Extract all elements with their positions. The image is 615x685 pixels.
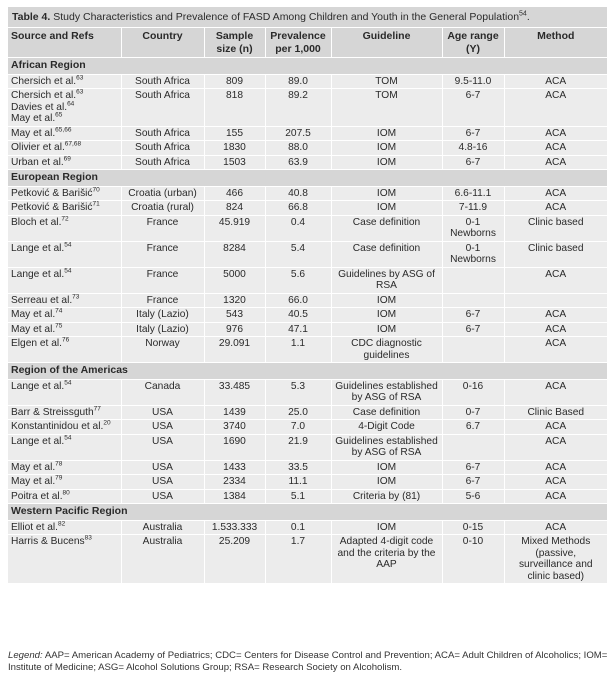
cell-source xyxy=(8,155,121,170)
cell-method: ACA xyxy=(504,308,607,323)
source-ref: 76 xyxy=(61,336,70,344)
cell-prevalence: 89.0 xyxy=(265,74,331,89)
cell-sample: 1830 xyxy=(204,141,265,156)
region-name: African Region xyxy=(8,58,607,75)
source-ref: 83 xyxy=(84,534,92,542)
cell-sample: 29.091 xyxy=(204,337,265,363)
legend-label: Legend: xyxy=(8,650,43,661)
cell-guideline: IOM xyxy=(331,322,442,337)
source-name: Petković & Barišić xyxy=(11,187,93,199)
table-row xyxy=(8,337,607,363)
cell-prevalence: 1.7 xyxy=(265,535,331,584)
cell-guideline: CDC diagnostic guidelines xyxy=(331,337,442,363)
source-ref: 64 xyxy=(67,100,75,108)
source-name: Davies et al. xyxy=(11,101,68,113)
cell-country: South Africa xyxy=(121,141,204,156)
cell-age xyxy=(442,267,504,293)
cell-method: ACA xyxy=(504,74,607,89)
cell-age: 0-1 Newborns xyxy=(442,215,504,241)
source-ref: 74 xyxy=(55,307,63,315)
cell-prevalence: 5.6 xyxy=(265,267,331,293)
source-name: May et al. xyxy=(11,127,56,139)
source-name: Lange et al. xyxy=(11,268,65,280)
fasd-prevalence-table xyxy=(8,28,607,583)
cell-sample: 2334 xyxy=(204,475,265,490)
table-row xyxy=(8,141,607,156)
cell-prevalence: 0.1 xyxy=(265,520,331,535)
source-ref: 63 xyxy=(76,88,84,96)
cell-country: France xyxy=(121,267,204,293)
source-ref: 54 xyxy=(64,379,72,387)
cell-sample: 1433 xyxy=(204,460,265,475)
source-name: May et al. xyxy=(11,461,56,473)
table-row xyxy=(8,379,607,405)
table-row xyxy=(8,535,607,584)
cell-source xyxy=(8,141,121,156)
cell-source xyxy=(8,89,121,127)
table-row xyxy=(8,201,607,216)
table-row xyxy=(8,241,607,267)
cell-age: 9.5-11.0 xyxy=(442,74,504,89)
cell-source xyxy=(8,475,121,490)
cell-source xyxy=(8,126,121,141)
cell-source xyxy=(8,322,121,337)
caption-text: Study Characteristics and Prevalence of FASD Among Children and Youth in the General Population xyxy=(50,11,520,23)
source-ref: 67,68 xyxy=(64,140,82,148)
cell-guideline: 4-Digit Code xyxy=(331,420,442,435)
cell-country: USA xyxy=(121,434,204,460)
cell-sample: 1384 xyxy=(204,489,265,504)
cell-prevalence: 11.1 xyxy=(265,475,331,490)
source-ref: 80 xyxy=(62,489,70,497)
table-container xyxy=(8,7,607,583)
cell-prevalence: 5.3 xyxy=(265,379,331,405)
cell-prevalence: 5.1 xyxy=(265,489,331,504)
source-name: Lange et al. xyxy=(11,380,65,392)
table-caption xyxy=(8,7,607,28)
cell-prevalence: 66.0 xyxy=(265,293,331,308)
table-row xyxy=(8,489,607,504)
cell-source xyxy=(8,186,121,201)
region-row xyxy=(8,363,607,380)
source-name: Konstantinidou et al. xyxy=(11,421,104,432)
header-guideline: Guideline xyxy=(331,28,442,58)
cell-source xyxy=(8,420,121,435)
cell-country: USA xyxy=(121,475,204,490)
table-row xyxy=(8,434,607,460)
table-row xyxy=(8,420,607,435)
source-name: Chersich et al. xyxy=(11,75,77,87)
table-row xyxy=(8,520,607,535)
source-ref: 20 xyxy=(103,419,111,427)
cell-country: South Africa xyxy=(121,126,204,141)
cell-age: 6.7 xyxy=(442,420,504,435)
cell-country: France xyxy=(121,241,204,267)
cell-guideline: IOM xyxy=(331,460,442,475)
cell-age: 7-11.9 xyxy=(442,201,504,216)
table-row xyxy=(8,322,607,337)
cell-country: USA xyxy=(121,405,204,420)
source-name: Bloch et al. xyxy=(11,216,62,228)
table-row xyxy=(8,186,607,201)
legend-text: AAP= American Academy of Pediatrics; CDC= Centers for Disease Control and Prevention; ACA= Adult Children of Alcoholics; IOM= Institute of Medicine; ASG= Alcohol Solutions Group; RSA= Research Society on Alcoholism. xyxy=(8,650,608,673)
cell-sample: 824 xyxy=(204,201,265,216)
source-ref: 71 xyxy=(92,200,100,208)
cell-guideline: IOM xyxy=(331,126,442,141)
table-row xyxy=(8,74,607,89)
cell-prevalence: 25.0 xyxy=(265,405,331,420)
source-name: Urban et al. xyxy=(11,156,64,168)
table-row xyxy=(8,126,607,141)
cell-guideline: Adapted 4-digit code and the criteria by the AAP xyxy=(331,535,442,584)
cell-age xyxy=(442,293,504,308)
caption-end: . xyxy=(526,11,530,23)
source-ref: 69 xyxy=(63,155,71,163)
source-name: May et al. xyxy=(11,323,56,335)
cell-age xyxy=(442,337,504,363)
cell-sample: 809 xyxy=(204,74,265,89)
cell-method: ACA xyxy=(504,267,607,293)
cell-source xyxy=(8,489,121,504)
source-name: May et al. xyxy=(11,113,56,124)
cell-sample: 8284 xyxy=(204,241,265,267)
cell-guideline: Guidelines established by ASG of RSA xyxy=(331,379,442,405)
cell-method: Mixed Methods (passive, surveillance and clinic based) xyxy=(504,535,607,584)
source-ref: 70 xyxy=(92,186,100,194)
source-ref: 54 xyxy=(64,241,72,249)
source-ref: 72 xyxy=(61,215,69,223)
cell-source xyxy=(8,520,121,535)
cell-guideline: IOM xyxy=(331,186,442,201)
cell-country: Croatia (urban) xyxy=(121,186,204,201)
cell-sample: 1690 xyxy=(204,434,265,460)
source-name: Elgen et al. xyxy=(11,338,62,349)
cell-age: 6-7 xyxy=(442,475,504,490)
cell-method: ACA xyxy=(504,322,607,337)
cell-guideline: IOM xyxy=(331,520,442,535)
cell-sample: 5000 xyxy=(204,267,265,293)
table-row xyxy=(8,460,607,475)
cell-prevalence: 63.9 xyxy=(265,155,331,170)
cell-sample: 3740 xyxy=(204,420,265,435)
cell-age: 4.8-16 xyxy=(442,141,504,156)
cell-guideline: IOM xyxy=(331,201,442,216)
cell-sample: 976 xyxy=(204,322,265,337)
cell-method: Clinic based xyxy=(504,215,607,241)
cell-guideline: Criteria by (81) xyxy=(331,489,442,504)
cell-sample: 1.533.333 xyxy=(204,520,265,535)
cell-method: ACA xyxy=(504,520,607,535)
cell-age: 5-6 xyxy=(442,489,504,504)
cell-method: Clinic based xyxy=(504,241,607,267)
cell-method: ACA xyxy=(504,379,607,405)
cell-country: Norway xyxy=(121,337,204,363)
region-name: Western Pacific Region xyxy=(8,504,607,521)
cell-source xyxy=(8,293,121,308)
cell-age: 6.6-11.1 xyxy=(442,186,504,201)
cell-guideline: TOM xyxy=(331,74,442,89)
cell-prevalence: 33.5 xyxy=(265,460,331,475)
cell-age: 6-7 xyxy=(442,322,504,337)
cell-method: ACA xyxy=(504,475,607,490)
table-row xyxy=(8,475,607,490)
cell-source xyxy=(8,308,121,323)
cell-method: ACA xyxy=(504,460,607,475)
source-ref: 78 xyxy=(55,460,63,468)
cell-prevalence: 47.1 xyxy=(265,322,331,337)
cell-method: ACA xyxy=(504,186,607,201)
cell-country: France xyxy=(121,215,204,241)
region-row xyxy=(8,504,607,521)
cell-method: ACA xyxy=(504,155,607,170)
source-name: May et al. xyxy=(11,309,56,320)
table-row xyxy=(8,267,607,293)
cell-method: Clinic Based xyxy=(504,405,607,420)
cell-guideline: IOM xyxy=(331,475,442,490)
cell-age xyxy=(442,434,504,460)
cell-sample: 45.919 xyxy=(204,215,265,241)
cell-sample: 33.485 xyxy=(204,379,265,405)
source-ref: 82 xyxy=(58,520,66,528)
source-name: Chersich et al. xyxy=(11,90,77,101)
source-ref: 65 xyxy=(55,111,63,119)
header-method: Method xyxy=(504,28,607,58)
cell-country: USA xyxy=(121,489,204,504)
cell-country: Italy (Lazio) xyxy=(121,308,204,323)
cell-age: 0-7 xyxy=(442,405,504,420)
header-age: Age range (Y) xyxy=(442,28,504,58)
cell-method: ACA xyxy=(504,434,607,460)
cell-prevalence: 40.8 xyxy=(265,186,331,201)
source-name: Lange et al. xyxy=(11,242,65,254)
header-source: Source and Refs xyxy=(8,28,121,58)
cell-age: 6-7 xyxy=(442,155,504,170)
cell-source xyxy=(8,241,121,267)
region-name: Region of the Americas xyxy=(8,363,607,380)
cell-method: ACA xyxy=(504,126,607,141)
table-row xyxy=(8,215,607,241)
source-ref: 75 xyxy=(55,322,63,330)
source-ref: 54 xyxy=(64,267,72,275)
cell-method: ACA xyxy=(504,489,607,504)
region-name: European Region xyxy=(8,170,607,187)
source-ref: 63 xyxy=(76,74,84,82)
cell-source xyxy=(8,460,121,475)
cell-country: South Africa xyxy=(121,155,204,170)
cell-age: 0-10 xyxy=(442,535,504,584)
table-row xyxy=(8,89,607,127)
cell-sample: 155 xyxy=(204,126,265,141)
source-name: Barr & Streissguth xyxy=(11,406,94,418)
table-legend xyxy=(8,650,608,673)
table-row xyxy=(8,155,607,170)
caption-ref: 54 xyxy=(519,10,527,18)
region-row xyxy=(8,170,607,187)
cell-method: ACA xyxy=(504,141,607,156)
cell-method: ACA xyxy=(504,337,607,363)
cell-country: France xyxy=(121,293,204,308)
cell-guideline: Case definition xyxy=(331,241,442,267)
cell-guideline: Guidelines established by ASG of RSA xyxy=(331,434,442,460)
cell-source xyxy=(8,215,121,241)
cell-country: Italy (Lazio) xyxy=(121,322,204,337)
source-name: Lange et al. xyxy=(11,435,65,447)
cell-method xyxy=(504,293,607,308)
cell-prevalence: 40.5 xyxy=(265,308,331,323)
caption-label: Table 4. xyxy=(12,11,51,23)
cell-guideline: IOM xyxy=(331,293,442,308)
cell-age: 0-15 xyxy=(442,520,504,535)
cell-method: ACA xyxy=(504,89,607,127)
cell-sample: 1503 xyxy=(204,155,265,170)
cell-age: 0-16 xyxy=(442,379,504,405)
cell-prevalence: 1.1 xyxy=(265,337,331,363)
cell-source xyxy=(8,379,121,405)
source-ref: 77 xyxy=(93,405,101,413)
source-name: Olivier et al. xyxy=(11,142,65,153)
cell-sample: 1439 xyxy=(204,405,265,420)
cell-prevalence: 207.5 xyxy=(265,126,331,141)
cell-country: South Africa xyxy=(121,74,204,89)
cell-country: Australia xyxy=(121,520,204,535)
source-name: Poitra et al. xyxy=(11,490,63,502)
cell-age: 6-7 xyxy=(442,89,504,127)
source-ref: 54 xyxy=(64,434,72,442)
cell-source xyxy=(8,337,121,363)
cell-prevalence: 89.2 xyxy=(265,89,331,127)
table-body xyxy=(8,58,607,584)
cell-prevalence: 7.0 xyxy=(265,420,331,435)
cell-source xyxy=(8,405,121,420)
cell-method: ACA xyxy=(504,420,607,435)
source-name: Elliot et al. xyxy=(11,521,58,533)
cell-source xyxy=(8,201,121,216)
header-prevalence: Prevalence per 1,000 xyxy=(265,28,331,58)
cell-guideline: Guidelines by ASG of RSA xyxy=(331,267,442,293)
table-row xyxy=(8,405,607,420)
header-country: Country xyxy=(121,28,204,58)
source-ref: 73 xyxy=(72,293,80,301)
cell-prevalence: 5.4 xyxy=(265,241,331,267)
table-row xyxy=(8,308,607,323)
header-row xyxy=(8,28,607,58)
cell-country: Croatia (rural) xyxy=(121,201,204,216)
cell-sample: 1320 xyxy=(204,293,265,308)
cell-guideline: Case definition xyxy=(331,405,442,420)
cell-age: 6-7 xyxy=(442,308,504,323)
cell-guideline: Case definition xyxy=(331,215,442,241)
cell-country: Australia xyxy=(121,535,204,584)
cell-country: Canada xyxy=(121,379,204,405)
cell-age: 6-7 xyxy=(442,126,504,141)
cell-age: 0-1 Newborns xyxy=(442,241,504,267)
cell-age: 6-7 xyxy=(442,460,504,475)
cell-sample: 466 xyxy=(204,186,265,201)
cell-source xyxy=(8,535,121,584)
cell-prevalence: 66.8 xyxy=(265,201,331,216)
cell-sample: 818 xyxy=(204,89,265,127)
cell-method: ACA xyxy=(504,201,607,216)
cell-source xyxy=(8,434,121,460)
cell-guideline: IOM xyxy=(331,155,442,170)
cell-sample: 25.209 xyxy=(204,535,265,584)
source-name: Harris & Bucens xyxy=(11,536,85,547)
cell-prevalence: 0.4 xyxy=(265,215,331,241)
table-row xyxy=(8,293,607,308)
source-name: May et al. xyxy=(11,476,56,487)
header-sample: Sample size (n) xyxy=(204,28,265,58)
cell-source xyxy=(8,267,121,293)
cell-country: USA xyxy=(121,460,204,475)
cell-prevalence: 88.0 xyxy=(265,141,331,156)
source-ref: 79 xyxy=(55,474,63,482)
cell-sample: 543 xyxy=(204,308,265,323)
cell-guideline: IOM xyxy=(331,308,442,323)
cell-country: South Africa xyxy=(121,89,204,127)
cell-country: USA xyxy=(121,420,204,435)
cell-guideline: TOM xyxy=(331,89,442,127)
source-name: Petković & Barišić xyxy=(11,202,93,213)
cell-source xyxy=(8,74,121,89)
source-ref: 65,66 xyxy=(55,126,72,134)
source-name: Serreau et al. xyxy=(11,294,73,306)
cell-prevalence: 21.9 xyxy=(265,434,331,460)
cell-guideline: IOM xyxy=(331,141,442,156)
region-row xyxy=(8,58,607,75)
